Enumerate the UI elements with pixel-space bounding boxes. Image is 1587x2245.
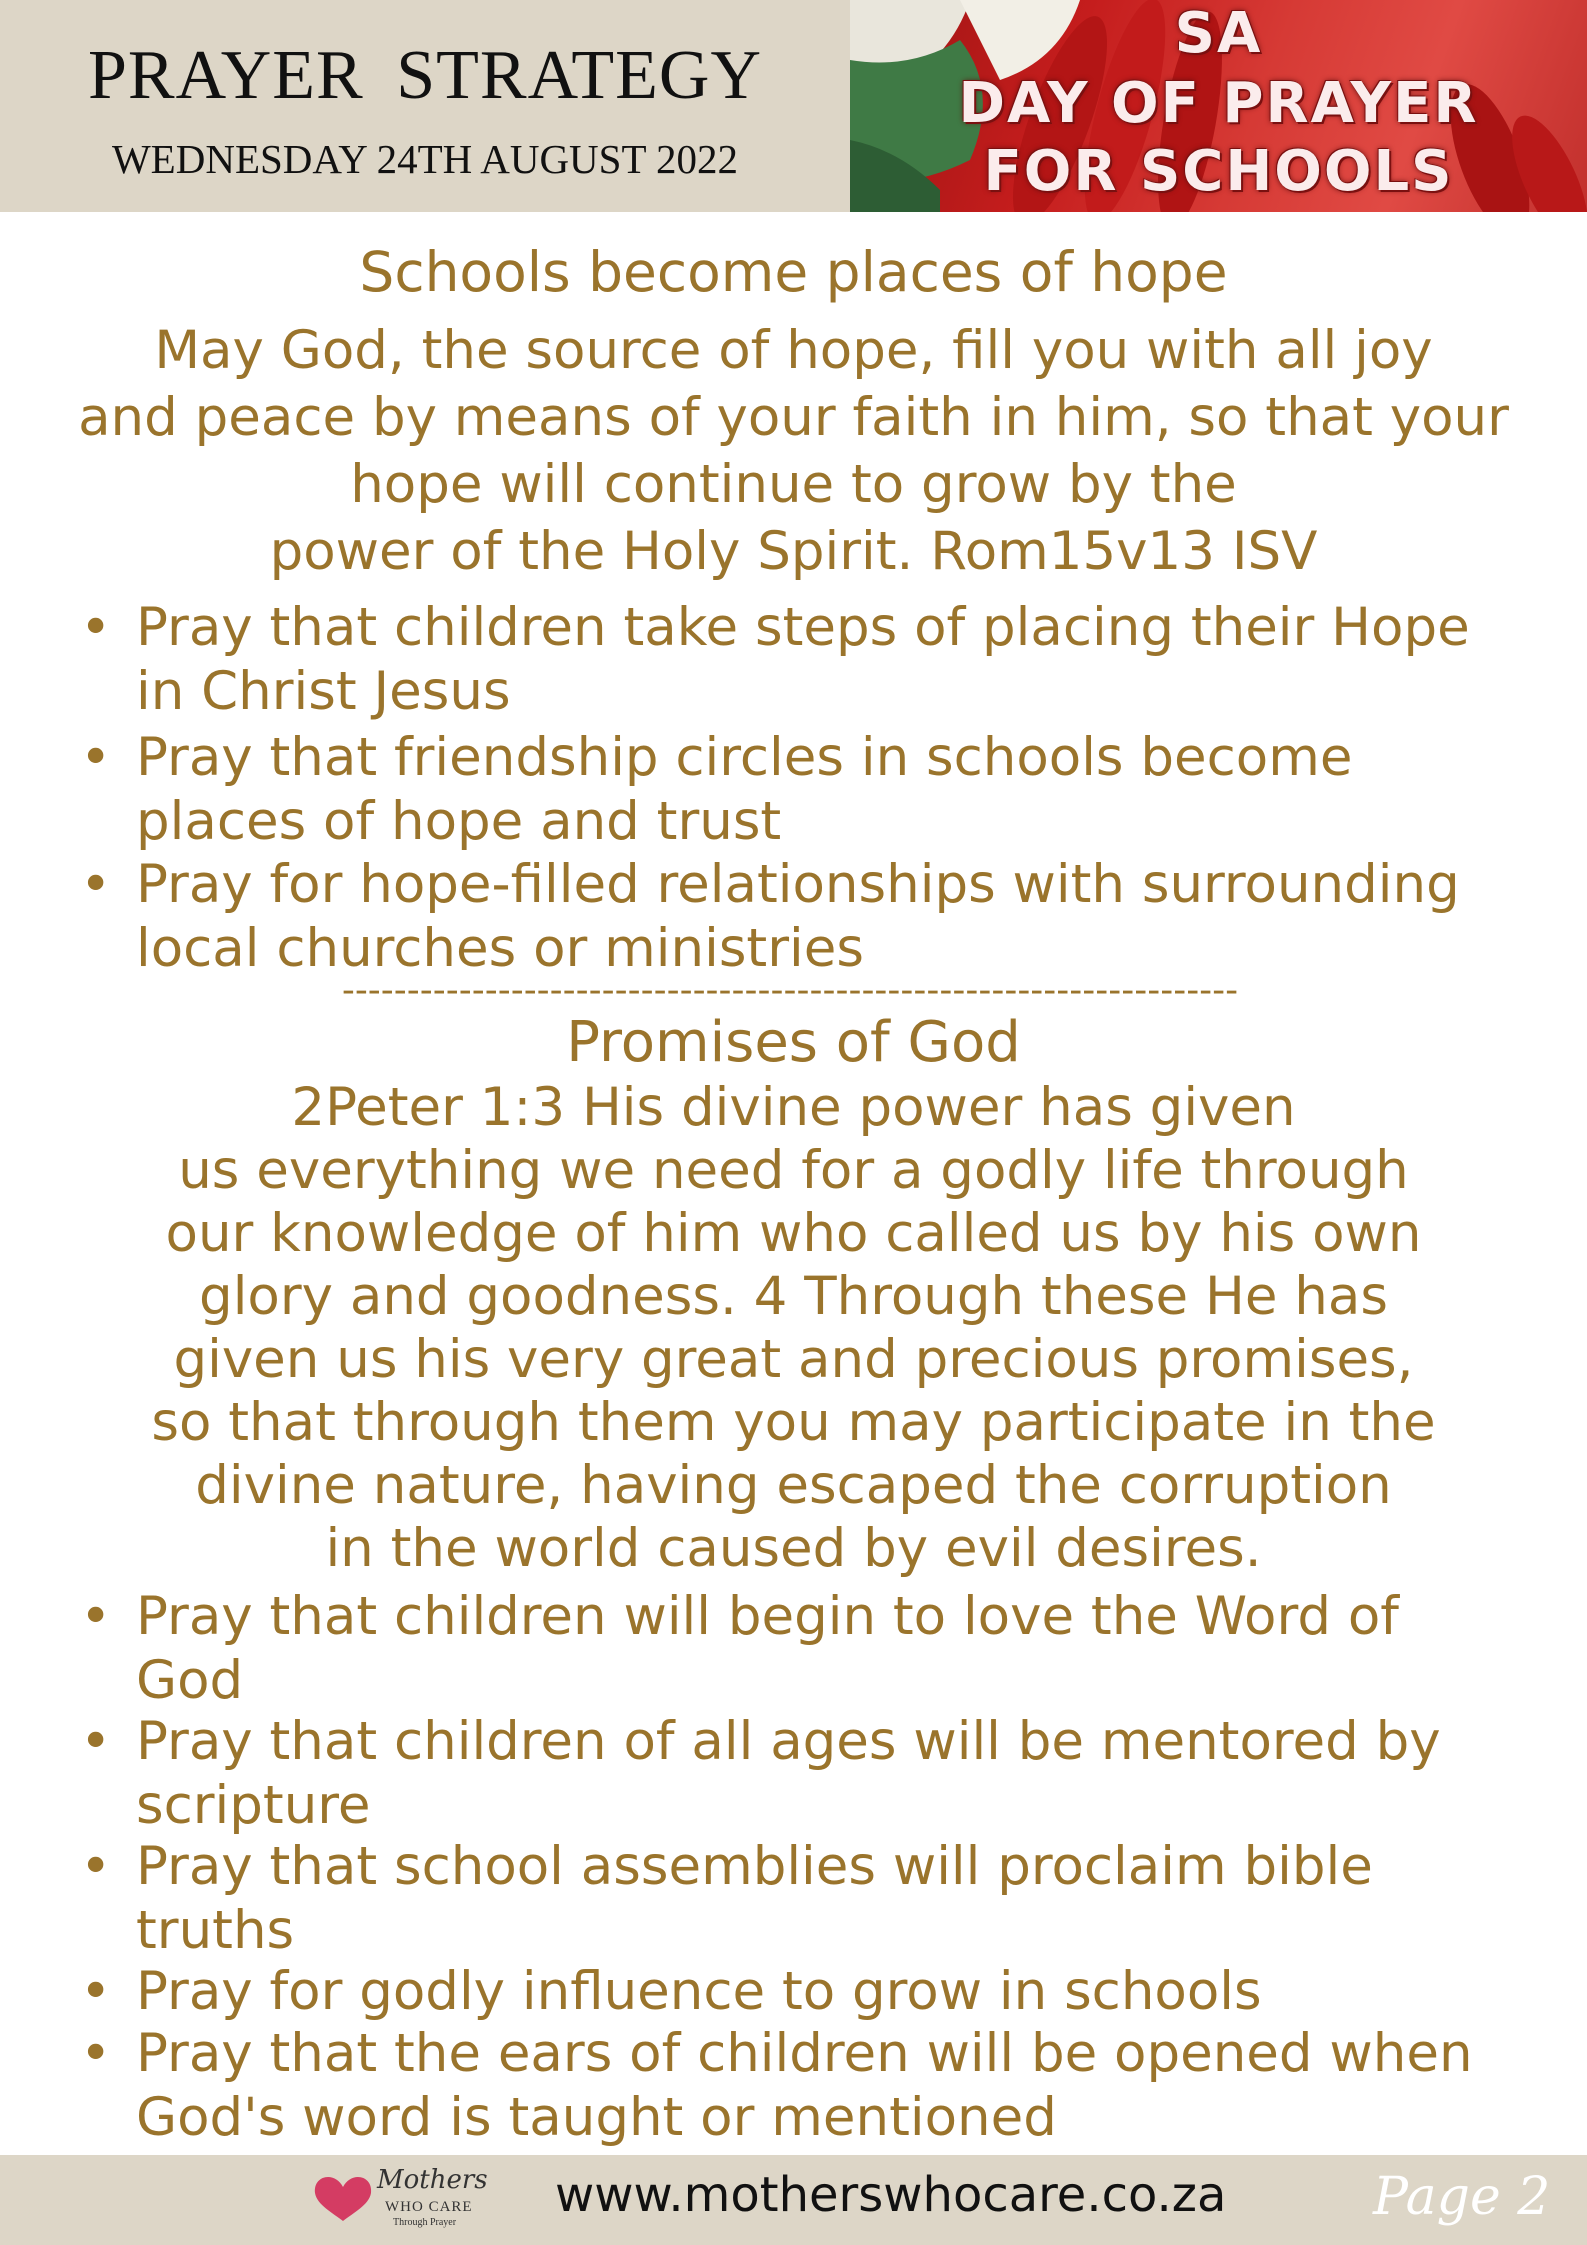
bullet-icon: • — [80, 1836, 112, 1897]
list-item-line: places of hope and trust — [136, 791, 782, 852]
bullet-icon: • — [80, 597, 112, 658]
list-item-line: scripture — [136, 1775, 371, 1836]
logo-sub: WHO CARE — [385, 2199, 473, 2215]
verse-line: hope will continue to grow by the — [350, 454, 1237, 515]
banner-line-2: DAY OF PRAYER — [958, 71, 1479, 136]
verse-line: power of the Holy Spirit. Rom15v13 ISV — [269, 521, 1318, 582]
bullet-icon: • — [80, 854, 112, 915]
website-link[interactable]: www.motherswhocare.co.za — [555, 2167, 1227, 2223]
verse-line: glory and goodness. 4 Through these He has — [199, 1266, 1388, 1327]
verse-line: May God, the source of hope, fill you with all joy — [154, 320, 1433, 381]
bullet-icon: • — [80, 1711, 112, 1772]
verse-line: 2Peter 1:3 His divine power has given — [291, 1077, 1296, 1138]
list-item-line: God — [136, 1650, 244, 1711]
verse-line: divine nature, having escaped the corruption — [195, 1455, 1392, 1516]
page-title: PRAYER STRATEGY — [87, 37, 763, 114]
list-item-line: God's word is taught or mentioned — [136, 2087, 1057, 2148]
list-item-line: local churches or ministries — [136, 918, 864, 979]
list-item-line: Pray that children of all ages will be mentored by — [136, 1711, 1441, 1772]
page-date: WEDNESDAY 24TH AUGUST 2022 — [111, 136, 739, 182]
list-item-line: Pray for hope-filled relationships with surrounding — [136, 854, 1460, 915]
footer — [0, 2155, 1587, 2245]
mothers-who-care-logo — [305, 2163, 505, 2241]
list-item-line: Pray that school assemblies will proclaim bible — [136, 1836, 1373, 1897]
list-item-line: truths — [136, 1900, 295, 1961]
verse-line: and peace by means of your faith in him, so that your — [78, 387, 1509, 448]
verse-line: so that through them you may participate in the — [151, 1392, 1436, 1453]
list-item-line: Pray that children take steps of placing their Hope — [136, 597, 1470, 658]
verse-line: our knowledge of him who called us by his own — [165, 1203, 1422, 1264]
header-title-panel — [0, 0, 850, 212]
list-item-line: Pray that children will begin to love the Word of — [136, 1586, 1399, 1647]
banner-image — [850, 0, 1587, 212]
bullet-icon: • — [80, 1961, 112, 2022]
section-heading-promises: Promises of God — [566, 1010, 1021, 1075]
page-number: Page 2 — [1373, 2167, 1551, 2227]
list-item-line: Pray for godly influence to grow in schools — [136, 1961, 1262, 2022]
verse-line: us everything we need for a godly life through — [178, 1140, 1409, 1201]
divider: --------------------------------------------------------------------- — [341, 970, 1239, 1011]
list-item-line: in Christ Jesus — [136, 661, 511, 722]
banner-line-3: FOR SCHOOLS — [983, 139, 1454, 204]
bullet-icon: • — [80, 727, 112, 788]
banner-line-1: SA — [1174, 1, 1263, 66]
bullet-icon: • — [80, 1586, 112, 1647]
list-item-line: Pray that the ears of children will be opened when — [136, 2023, 1473, 2084]
bullet-icon: • — [80, 2023, 112, 2084]
list-item-line: Pray that friendship circles in schools become — [136, 727, 1353, 788]
header — [0, 0, 1587, 212]
verse-line: in the world caused by evil desires. — [325, 1518, 1262, 1579]
verse-line: given us his very great and precious promises, — [173, 1329, 1414, 1390]
section-heading-hope: Schools become places of hope — [359, 240, 1228, 304]
logo-tag: Through Prayer — [393, 2217, 457, 2228]
logo-name: Mothers — [377, 2165, 488, 2195]
